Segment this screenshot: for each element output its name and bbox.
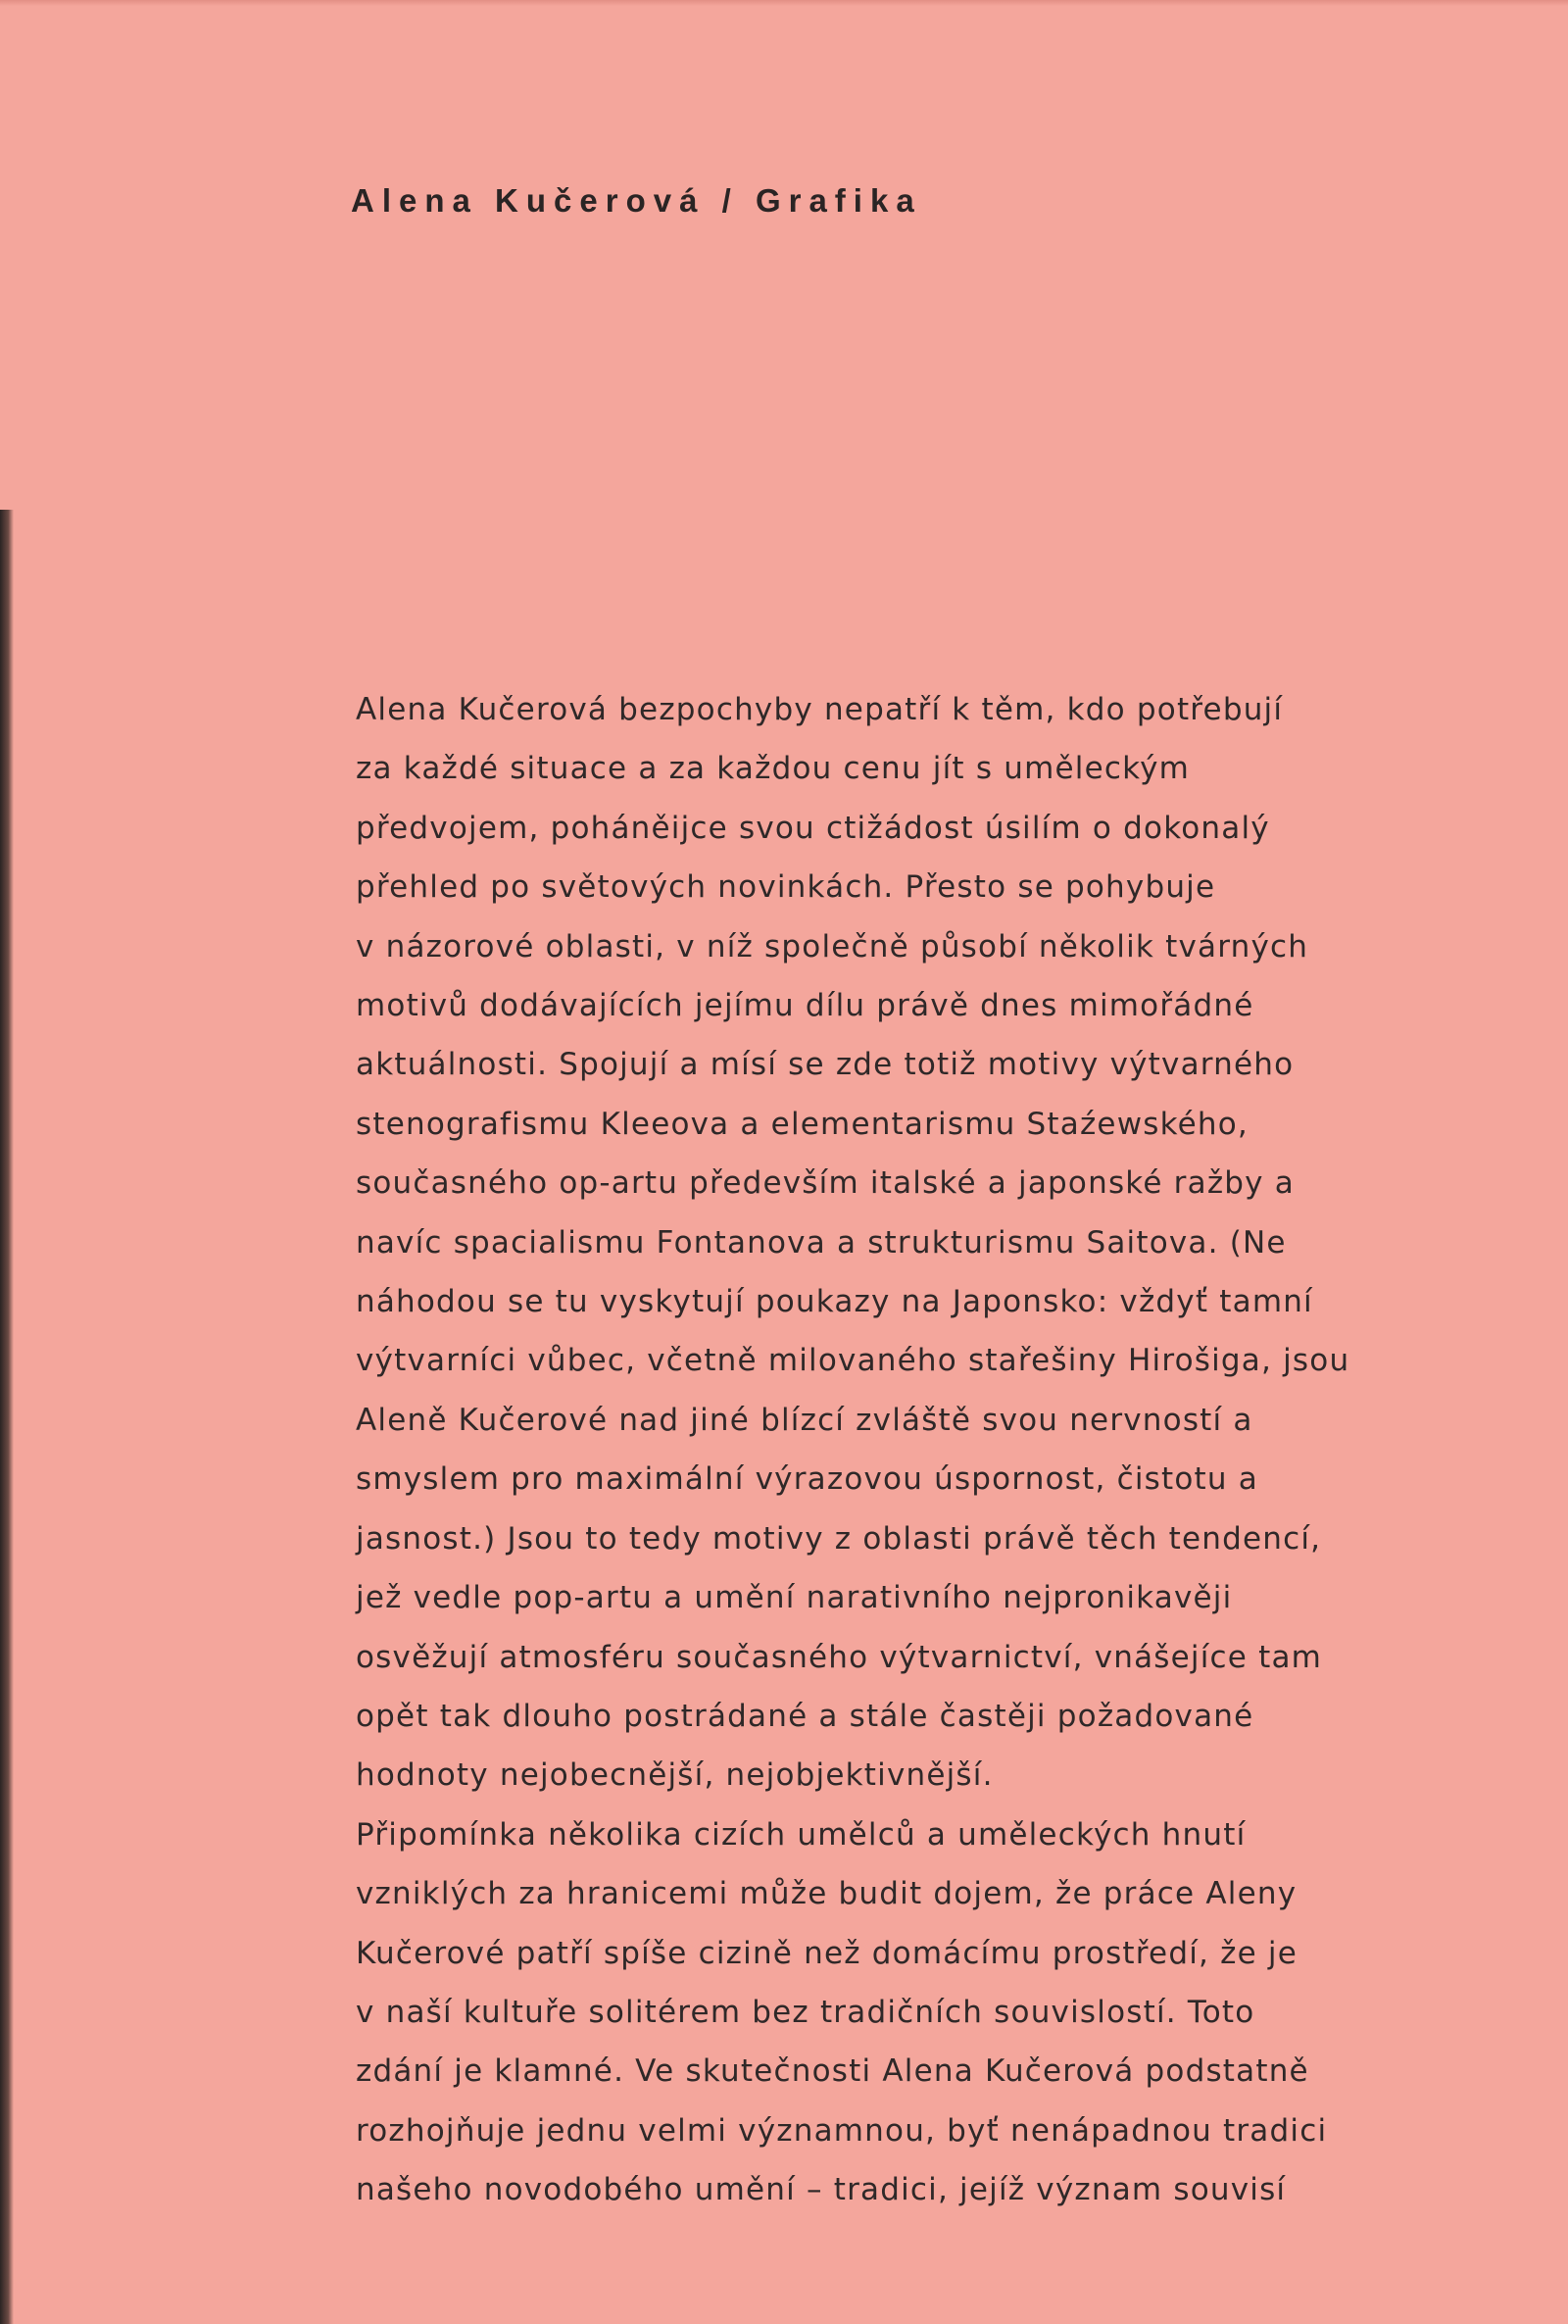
- text-line: jež vedle pop-artu a umění narativního nejpronikavěji: [356, 1580, 1233, 1616]
- text-line: hodnoty nejobecnější, nejobjektivnější.: [356, 1757, 994, 1794]
- text-line: osvěžují atmosféru současného výtvarnictví, vnášejíce tam: [356, 1639, 1323, 1675]
- text-line: přehled po světových novinkách. Přesto se pohybuje: [356, 869, 1216, 906]
- body-text: [356, 680, 1375, 2220]
- text-line: Aleně Kučerové nad jiné blízcí zvláště svou nervností a: [356, 1402, 1253, 1438]
- text-line: výtvarníci vůbec, včetně milovaného stařešiny Hirošiga, jsou: [356, 1343, 1350, 1379]
- text-line: v naší kultuře solitérem bez tradičních souvislostí. Toto: [356, 1994, 1255, 2030]
- text-line: opět tak dlouho postrádané a stále častěji požadované: [356, 1698, 1254, 1734]
- text-line: jasnost.) Jsou to tedy motivy z oblasti právě těch tendencí,: [356, 1520, 1322, 1557]
- text-line: stenografismu Kleeova a elementarismu Staźewského,: [356, 1106, 1249, 1142]
- text-line: Kučerové patří spíše cizině než domácímu prostředí, že je: [356, 1935, 1298, 1971]
- document-title: Alena Kučerová / Grafika: [351, 182, 922, 219]
- text-line: v názorové oblasti, v níž společně působí několik tvárných: [356, 928, 1309, 964]
- text-line: za každé situace a za každou cenu jít s uměleckým: [356, 751, 1191, 787]
- text-line: smyslem pro maximální výrazovou úspornost, čistotu a: [356, 1461, 1258, 1498]
- text-line: náhodou se tu vyskytují poukazy na Japonsko: vždyť tamní: [356, 1284, 1313, 1320]
- text-line: motivů dodávajících jejímu dílu právě dnes mimořádné: [356, 988, 1254, 1024]
- text-line: zdání je klamné. Ve skutečnosti Alena Kučerová podstatně: [356, 2053, 1309, 2090]
- text-line: navíc spacialismu Fontanova a strukturismu Saitova. (Ne: [356, 1224, 1287, 1261]
- page-binding-edge: [0, 510, 14, 2324]
- text-line: Alena Kučerová bezpochyby nepatří k těm, kdo potřebují: [356, 692, 1284, 727]
- text-line: předvojem, poháněijce svou ctižádost úsilím o dokonalý: [356, 810, 1270, 846]
- text-line: Připomínka několika cizích umělců a uměleckých hnutí: [356, 1816, 1247, 1853]
- page-top-shadow: [0, 0, 1568, 6]
- text-line: našeho novodobého umění – tradici, jejíž význam souvisí: [356, 2172, 1287, 2208]
- text-line: současného op-artu především italské a japonské ražby a: [356, 1165, 1295, 1202]
- text-line: rozhojňuje jednu velmi významnou, byť nenápadnou tradici: [356, 2112, 1328, 2149]
- text-line: aktuálnosti. Spojují a mísí se zde totiž motivy výtvarného: [356, 1047, 1295, 1083]
- text-line: vzniklých za hranicemi může budit dojem, že práce Aleny: [356, 1876, 1298, 1912]
